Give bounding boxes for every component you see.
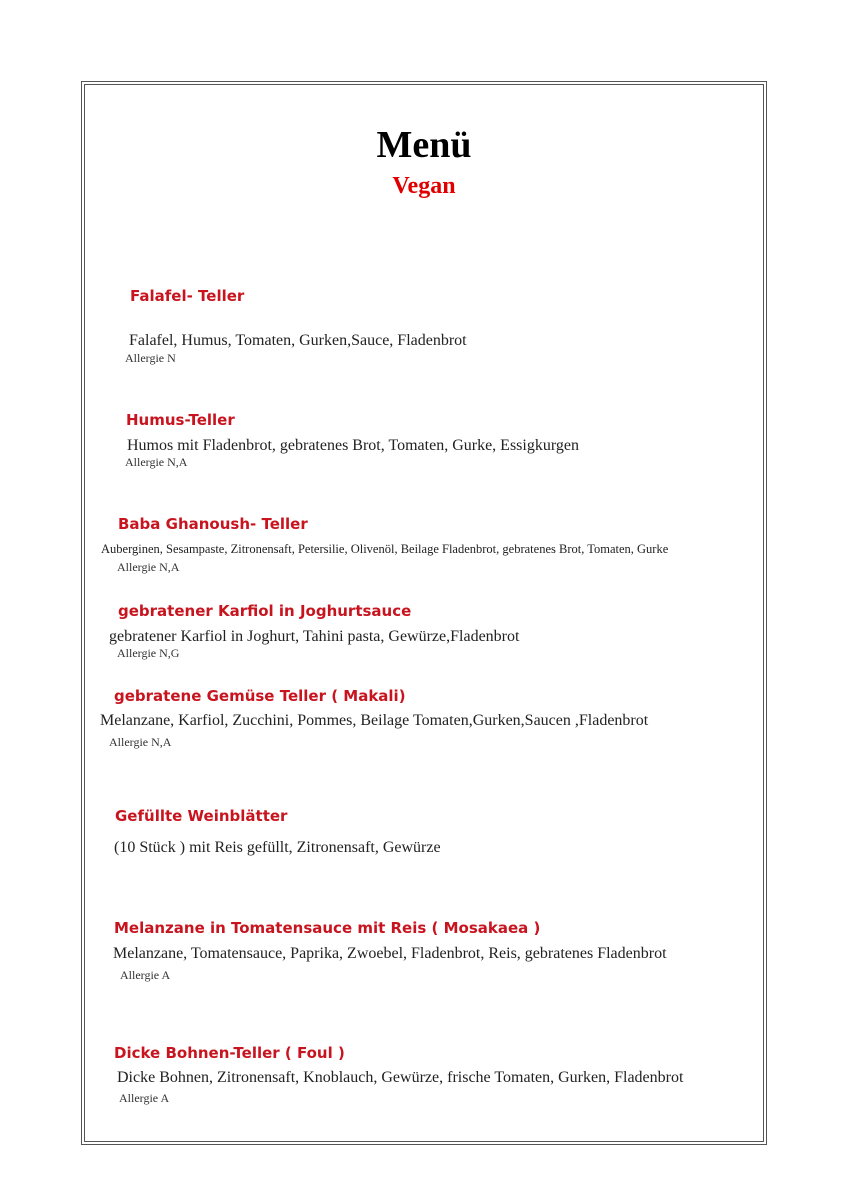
- menu-item-description: Melanzane, Tomatensauce, Paprika, Zwoebel, Fladenbrot, Reis, gebratenes Fladenbrot: [113, 945, 667, 962]
- menu-item-name: Melanzane in Tomatensauce mit Reis ( Mosakaea ): [114, 919, 541, 937]
- menu-item-description: Dicke Bohnen, Zitronensaft, Knoblauch, Gewürze, frische Tomaten, Gurken, Fladenbrot: [117, 1069, 684, 1086]
- menu-item-allergy: Allergie A: [119, 1091, 170, 1105]
- menu-item-allergy: Allergie A: [120, 968, 171, 982]
- menu-item-name: Gefüllte Weinblätter: [115, 807, 288, 825]
- menu-item-name: Humus-Teller: [126, 411, 235, 429]
- page-title: Menü: [376, 124, 472, 166]
- page-subtitle: Vegan: [392, 173, 456, 199]
- menu-item-allergy: Allergie N: [125, 351, 176, 365]
- menu-item-name: Dicke Bohnen-Teller ( Foul ): [114, 1044, 345, 1062]
- menu-item-description: Auberginen, Sesampaste, Zitronensaft, Petersilie, Olivenöl, Beilage Fladenbrot, gebratenes Brot, Tomaten, Gurke: [101, 542, 669, 556]
- menu-item-allergy: Allergie N,A: [109, 735, 172, 749]
- menu-item-description: Melanzane, Karfiol, Zucchini, Pommes, Beilage Tomaten,Gurken,Saucen ,Fladenbrot: [100, 712, 649, 729]
- menu-item-allergy: Allergie N,A: [117, 560, 180, 574]
- menu-item-name: gebratene Gemüse Teller ( Makali): [114, 687, 406, 705]
- menu-item-allergy: Allergie N,A: [125, 455, 188, 469]
- menu-item-name: Falafel- Teller: [130, 287, 245, 305]
- menu-item-description: (10 Stück ) mit Reis gefüllt, Zitronensaft, Gewürze: [114, 839, 441, 856]
- menu-item-name: Baba Ghanoush- Teller: [118, 515, 308, 533]
- menu-item-name: gebratener Karfiol in Joghurtsauce: [118, 602, 412, 620]
- menu-item-description: Falafel, Humus, Tomaten, Gurken,Sauce, Fladenbrot: [129, 332, 467, 349]
- menu-item-description: Humos mit Fladenbrot, gebratenes Brot, Tomaten, Gurke, Essigkurgen: [127, 437, 579, 454]
- menu-item-description: gebratener Karfiol in Joghurt, Tahini pasta, Gewürze,Fladenbrot: [109, 628, 520, 645]
- menu-item-allergy: Allergie N,G: [117, 646, 180, 660]
